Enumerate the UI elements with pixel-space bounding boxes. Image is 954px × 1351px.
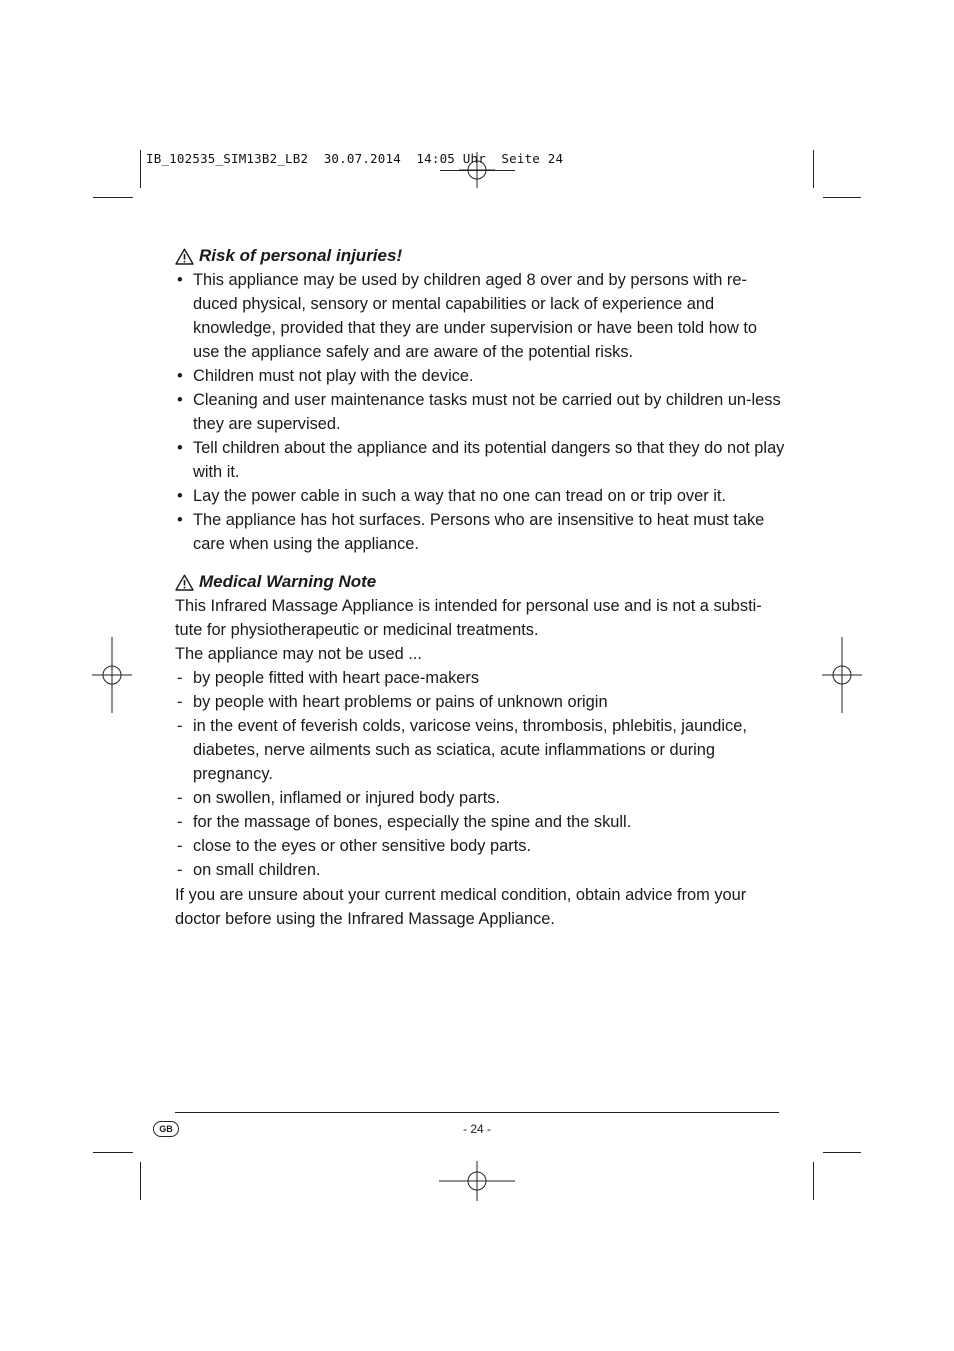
- list-item: • This appliance may be used by children aged 8 over and by persons with re-duced physical, sensory or mental capabilities or lack of experience and knowledge, provided that they are under supervision or have been told how to use the appliance safely and are aware of the potential risks.: [177, 271, 758, 361]
- footer-rule: [175, 1112, 779, 1113]
- section-heading-medical: [175, 570, 785, 594]
- list-item: • Cleaning and user maintenance tasks must not be carried out by children un-less they are supervised.: [177, 391, 781, 433]
- list-item: - close to the eyes or other sensitive body parts.: [177, 837, 532, 855]
- list-item: • Tell children about the appliance and its potential dangers so that they do not play with it.: [177, 439, 785, 481]
- crop-mark: [813, 150, 814, 188]
- crop-mark: [813, 1162, 814, 1200]
- crop-mark: [93, 1152, 133, 1153]
- crop-mark: [140, 1162, 141, 1200]
- crop-mark: [93, 197, 133, 198]
- crop-mark: [823, 1152, 861, 1153]
- country-badge: GB: [153, 1121, 179, 1137]
- section-title: Risk of personal injuries!: [199, 246, 403, 265]
- list-item: - in the event of feverish colds, varicose veins, thrombosis, phlebitis, jaundice, diabetes, nerve ailments such as sciatica, acute inflammations or during pregnancy.: [177, 717, 747, 783]
- warning-triangle-icon: [175, 248, 194, 265]
- registration-mark-icon: [439, 1143, 515, 1219]
- list-item: - by people fitted with heart pace-makers: [177, 669, 480, 687]
- warning-triangle-icon: [175, 574, 194, 591]
- list-item: - by people with heart problems or pains of unknown origin: [177, 693, 608, 711]
- registration-mark-icon: [439, 132, 515, 208]
- print-slug: IB_102535_SIM13B2_LB2 30.07.2014 14:05 Uhr Seite 24: [146, 151, 564, 166]
- risk-list: [175, 268, 785, 556]
- registration-mark-icon: [74, 637, 150, 713]
- closing-paragraph: If you are unsure about your current medical condition, obtain advice from your doctor before using the Infrared Massage Appliance.: [175, 886, 747, 928]
- list-item: • Children must not play with the device.: [177, 367, 474, 385]
- registration-mark-icon: [804, 637, 880, 713]
- list-item: - on small children.: [177, 861, 321, 879]
- list-item: - on swollen, inflamed or injured body parts.: [177, 789, 501, 807]
- list-item: • Lay the power cable in such a way that no one can tread on or trip over it.: [177, 487, 727, 505]
- contraindication-list: [175, 666, 785, 882]
- crop-mark: [823, 197, 861, 198]
- intro-paragraph: This Infrared Massage Appliance is intended for personal use and is not a substi-tute for physiotherapeutic or medicinal treatments.: [175, 597, 762, 639]
- section-heading-risk: [175, 244, 785, 268]
- page-content: [175, 244, 785, 931]
- section-title: Medical Warning Note: [199, 572, 377, 591]
- page-number: - 24 -: [462, 1122, 491, 1136]
- list-item: - for the massage of bones, especially the spine and the skull.: [177, 813, 632, 831]
- list-item: • The appliance has hot surfaces. Persons who are insensitive to heat must take care when using the appliance.: [177, 511, 765, 553]
- crop-mark: [140, 150, 141, 188]
- lead-paragraph: The appliance may not be used ...: [175, 645, 422, 663]
